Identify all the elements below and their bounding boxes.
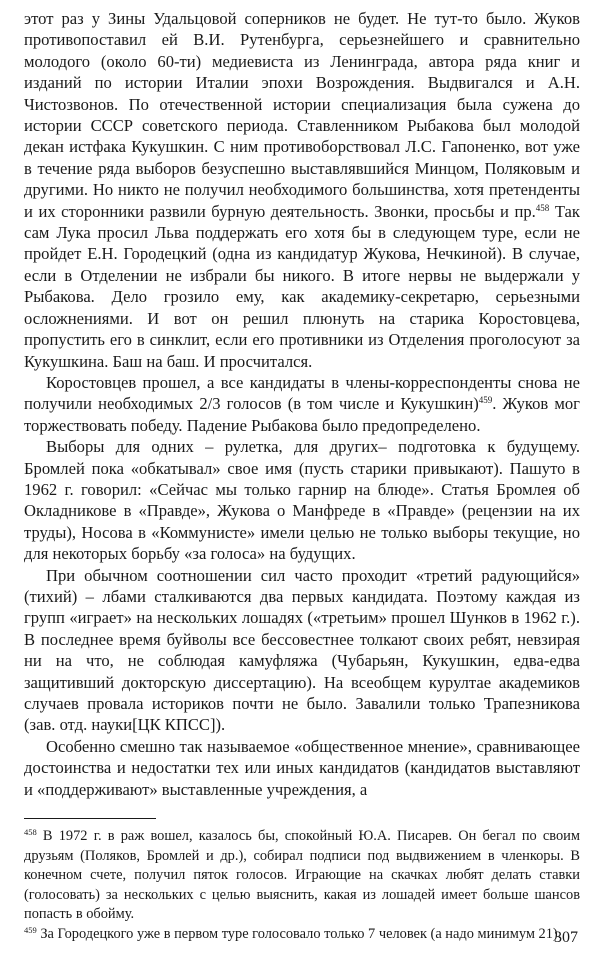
footnote-number: 459: [24, 925, 37, 935]
body-paragraph-4: При обычном соотношении сил часто проходит «третий радующийся» (тихий) – лбами сталкиваются два первых кандидата. Поэтому каждая из групп «играет» на нескольких лошадях («третьим» прошел Шунков в 1962 г.). В последнее время буйволы все бессовестнее толкают своих ребят, невзирая ни на что, не соблюдая камуфляжа (Чубарьян, Кукушкин, едва-едва защитивший докторскую диссертацию). На всеобщем курултае академиков случаев провала историков почти не было. Завалили только Трапезникова (зав. отд. науки[ЦК КПСС]).: [24, 565, 580, 735]
body-paragraph-3: Выборы для одних – рулетка, для других– подготовка к будущему. Бромлей пока «обкатывал» свое имя (пусть старики привыкают). Пашуто в 1962 г. говорил: «Сейчас мы только гарнир на блюде». Статья Бромлея об Окладникове в «Правде», Жукова о Манфреде в «Правде» (рецензии на их труды), Носова в «Коммунисте» имели целью не только выборы текущие, но для некоторых борьбу «за голоса» на будущих.: [24, 437, 580, 564]
body-paragraph-5: Особенно смешно так называемое «общественное мнение», сравнивающее достоинства и недостатки тех или иных кандидатов (кандидатов выставляют и «поддерживают» выставленные учреждения, а: [24, 736, 580, 799]
page-content: [24, 8, 580, 945]
footnote-459: [24, 925, 580, 945]
footnote-text: За Городецкого уже в первом туре голосовало только 7 человек (а надо минимум 21).: [36, 926, 562, 942]
paragraph-text: . Жуков мог торжествовать победу. Падение Рыбакова было предопределено.: [24, 394, 580, 435]
paragraph-text: Коростовцев прошел, а все кандидаты в члены-корреспонденты снова не получили необходимых 2/3 голосов (в том числе и Кукушкин): [24, 372, 580, 414]
footnote-divider: [24, 818, 156, 819]
body-paragraph-1: [24, 8, 580, 372]
footnote-ref-458[interactable]: 458: [535, 202, 550, 213]
footnote-number: 458: [24, 827, 37, 838]
footnote-458: [24, 827, 580, 925]
body-paragraph-2: [24, 372, 580, 436]
page-number: 307: [554, 929, 578, 946]
footnote-text: В 1972 г. в раж вошел, казалось бы, спокойный Ю.А. Писарев. Он бегал по своим друзьям (Поляков, Бромлей и др.), собирал подписи под выдвижением в членкоры. В конечном счете, получил пяток голосов. Играющие на скачках любят делать ставки (голосовать) за нескольких с целью выяснить, какая из лошадей имеет больше шансов попасть в обойму.: [24, 828, 580, 923]
paragraph-text: этот раз у Зины Удальцовой соперников не будет. Не тут-то было. Жуков противопоставил ей В.И. Рутенбурга, серьезнейшего и сравнительно молодого (около 60-ти) медиевиста из Ленинграда, автора ряда книг и изданий по истории Италии эпохи Возрождения. Выдвигался и А.Н. Чистозвонов. По отечественной истории специализация была сужена до истории СССР советского периода. Ставленником Рыбакова был молодой декан истфака Кукушкин. С ним противоборствовал Л.С. Гапоненко, вот уже в течение ряда выборов безуспешно выставлявшийся Минцом, Поляковым и другими. Но никто не получил необходимого большинства, хотя претенденты и их сторонники развили бурную деятельность. Звонки, просьбы и пр.: [24, 9, 580, 221]
paragraph-text: Так сам Лука просил Льва поддержать его хотя бы в следующем туре, если не пройдет Е.Н. Городецкий (одна из кандидатур Жукова, Нечкиной). В случае, если в Отделении не избрали бы никого. В итоге нервы не выдержали у Рыбакова. Дело грозило ему, как академику-секретарю, серьезными осложнениями. И вот он решил плюнуть на старика Коростовцева, пропустить его в синклит, если его противники из Отделения проголосуют за Кукушкина. Баш на баш. И просчитался.: [24, 201, 580, 371]
footnote-ref-459[interactable]: 459: [478, 395, 493, 406]
